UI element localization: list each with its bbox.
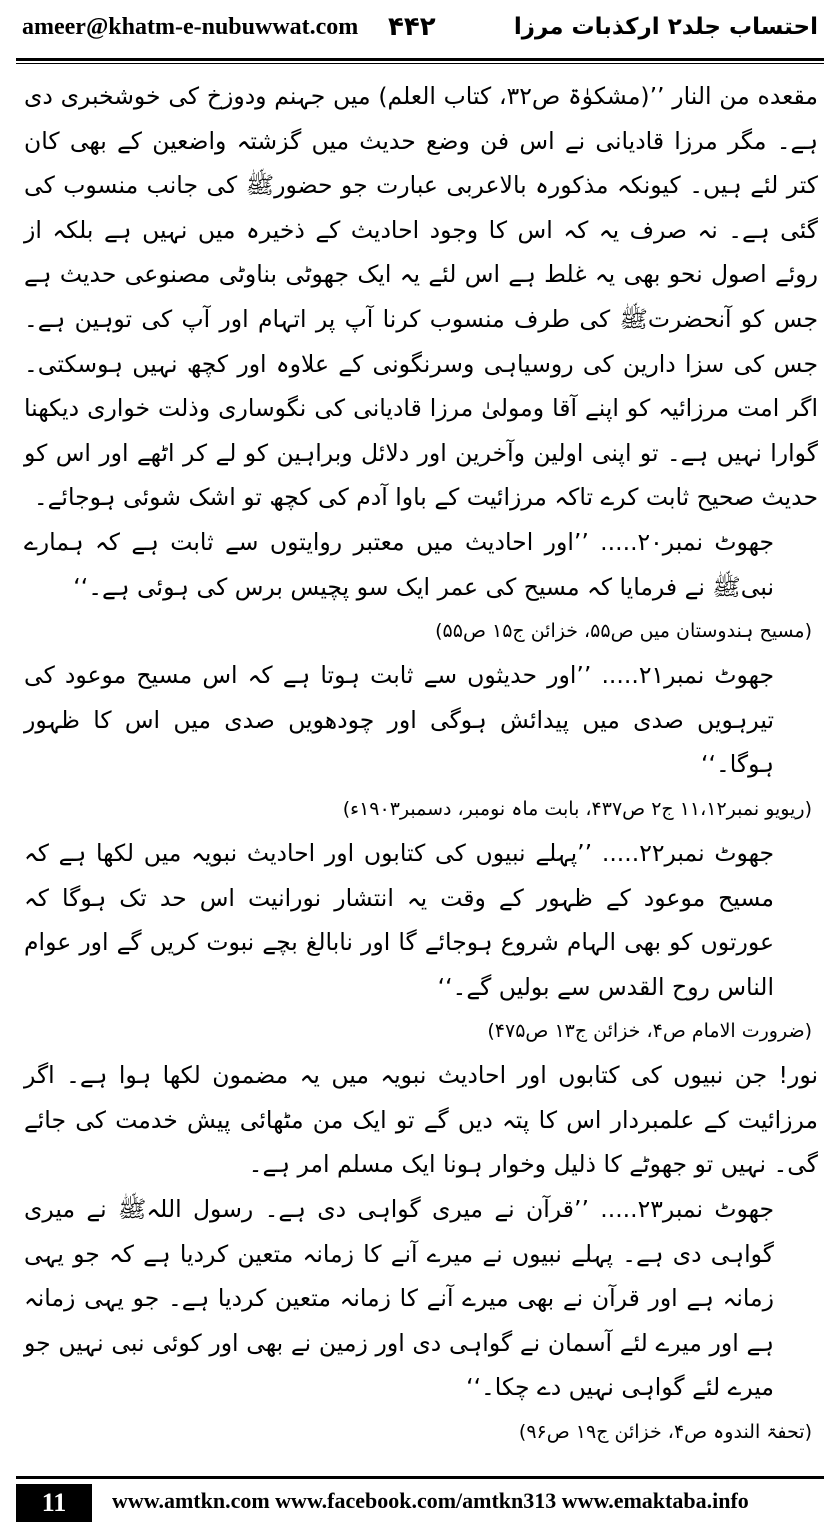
paragraph-noor-comment: نور! جن نبیوں کی کتابوں اور احادیث نبویہ میں یہ مضمون لکھا ہوا ہے۔ اگر مرزائیت کے علمبردار اس کا پتہ دیں گے تو ایک من مٹھائی پیش خدمت کی جائے گی۔ نہیں تو جھوٹے کا ذلیل وخوار ہونا ایک مسلم امر ہے۔ bbox=[24, 1061, 818, 1179]
reference-lie-23: (تحفۃ الندوہ ص۴، خزائن ج۱۹ ص۹۶) bbox=[518, 1421, 812, 1444]
paragraph-lie-21: جھوٹ نمبر۲۱..... ’’اور حدیثوں سے ثابت ہوتا ہے کہ اس مسیح موعود کی تیرہویں صدی میں پیدائش ہوگی اور چودھویں صدی میں اس کا ظہور ہوگا۔‘‘ bbox=[24, 661, 774, 779]
footer-urls: www.amtkn.com www.facebook.com/amtkn313 www.emaktaba.info bbox=[112, 1488, 749, 1513]
header-book-title: احتساب جلد۲ ارکذبات مرزا bbox=[513, 14, 818, 40]
reference-lie-20: (مسیح ہندوستان میں ص۵۵، خزائن ج۱۵ ص۵۵) bbox=[435, 620, 812, 643]
page-header bbox=[16, 10, 824, 54]
reference-lie-22: (ضرورت الامام ص۴، خزائن ج۱۳ ص۴۷۵) bbox=[487, 1020, 812, 1043]
reference-lie-21: (ریویو نمبر۱۱،۱۲ ج۲ ص۴۳۷، بابت ماہ نومبر، دسمبر۱۹۰۳ء) bbox=[342, 797, 812, 820]
header-email: ameer@khatm-e-nubuwwat.com bbox=[22, 14, 359, 40]
paragraph-lie-22: جھوٹ نمبر۲۲..... ’’پہلے نبیوں کی کتابوں اور احادیث نبویہ میں لکھا ہے کہ مسیح موعود کے ظہور کے وقت یہ انتشار نورانیت اس حد تک ہوگا کہ عورتوں کو بھی الہام شروع ہوجائے گا اور نابالغ بچے نبوت کریں گے اور عوام الناس روح القدس سے بولیں گے۔‘‘ bbox=[24, 838, 774, 1001]
page-footer bbox=[16, 1476, 824, 1526]
header-rule-thin bbox=[16, 63, 824, 64]
page-body bbox=[24, 74, 818, 1464]
header-rule bbox=[16, 58, 824, 61]
footer-page-number: 11 bbox=[16, 1484, 92, 1522]
header-page-number: ۴۴۲ bbox=[388, 12, 436, 42]
footer-rule bbox=[16, 1476, 824, 1479]
paragraph-lie-23: جھوٹ نمبر۲۳..... ’’قرآن نے میری گواہی دی ہے۔ رسول اللہﷺ نے میری گواہی دی ہے۔ پہلے نبیوں نے میرے آنے کا زمانہ متعین کردیا ہے کہ جو یہی زمانہ ہے اور قرآن نے بھی میرے آنے کا زمانہ متعین کردیا ہے۔ جو یہی زمانہ ہے اور میرے لئے آسمان نے گواہی دی اور زمین نے بھی اور کوئی نبی نہیں جو میرے لئے گواہی نہیں دے چکا۔‘‘ bbox=[24, 1195, 775, 1402]
paragraph-intro: مقعده من النار ’’(مشکوٰۃ ص۳۲، کتاب العلم) میں جہنم ودوزخ کی خوشخبری دی ہے۔ مگر مرزا قادیانی نے اس فن وضع حدیث میں گزشتہ واضعین کے بھی کان کتر لئے ہیں۔ کیونکہ مذکورہ بالاعربی عبارت جو حضورﷺ کی جانب منسوب کی گئی ہے۔ نہ صرف یہ کہ اس کا وجود احادیث کے ذخیرہ میں نہیں ہے بلکہ از روئے اصول نحو بھی یہ غلط ہے اس لئے یہ ایک جھوٹی بناوٹی مصنوعی حدیث ہے جس کو آنحضرتﷺ کی طرف منسوب کرنا آپ پر اتہام اور آپ کی توہین ہے۔ جس کی سزا دارین کی روسیاہی وسرنگونی کے علاوہ اور کچھ نہیں ہوسکتی۔ اگر امت مرزائیہ کو اپنے آقا ومولیٰ مرزا قادیانی کی نگوساری وذلت خواری دیکھنا گوارا نہیں ہے۔ تو اپنی اولین وآخرین اور دلائل وبراہین کو لے کر اٹھے اور اس کو حدیث صحیح ثابت کرے تاکہ مرزائیت کے باوا آدم کی کچھ تو اشک شوئی ہوجائے۔ bbox=[24, 82, 818, 512]
paragraph-lie-20: جھوٹ نمبر۲۰..... ’’اور احادیث میں معتبر روایتوں سے ثابت ہے کہ ہمارے نبیﷺ نے فرمایا کہ مسیح کی عمر ایک سو پچیس برس کی ہوئی ہے۔‘‘ bbox=[24, 527, 774, 601]
